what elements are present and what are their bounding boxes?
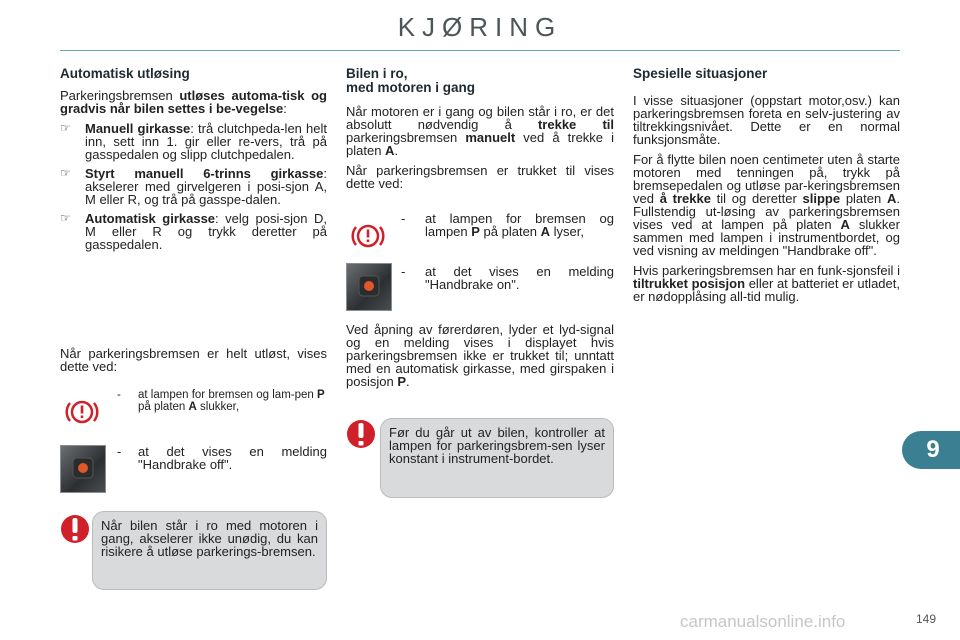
section-title-automatic-release: Automatisk utløsing	[60, 66, 190, 81]
intro-bold-text: utløses automa-tisk og gradvis når bilen settes i be-vegelse	[60, 88, 327, 116]
bullet-6-speed-gearbox	[60, 167, 327, 206]
p2-bold-2: slippe	[802, 191, 841, 206]
p1-bold-2: manuelt	[465, 130, 516, 145]
lamp-on-text	[425, 212, 614, 238]
warning-exclamation-icon	[346, 417, 376, 451]
p3-text-a: Hvis parkeringsbremsen har en funk-sjonsfeil i	[633, 263, 900, 278]
p2-bold-1: å trekke	[659, 191, 711, 206]
title-line-2: med motoren i gang	[346, 80, 476, 95]
letter-a: A	[886, 191, 897, 206]
paragraph-applied: Når parkeringsbremsen er trukket til vises dette ved:	[346, 163, 614, 191]
p2-text-e: slukker sammen med lampen i instrumentbordet, og ved visning av meldingen "Handbrake off".	[633, 217, 900, 258]
bullet-bold-label: Styrt manuell 6-trinns girkasse	[85, 166, 324, 181]
watermark: carmanualsonline.info	[680, 612, 846, 631]
bullet-manual-gearbox	[60, 122, 327, 161]
pointing-hand-icon: ☞	[60, 211, 71, 225]
p1-text-b: parkeringsbremsen	[346, 130, 466, 145]
letter-a: A	[385, 143, 395, 158]
lamp-text-a: at lampen for bremsen og lampen	[425, 211, 614, 239]
p3-bold: tiltrukket posisjon	[633, 276, 746, 291]
warning-exclamation-icon	[60, 512, 90, 546]
intro-text: Parkeringsbremsen	[60, 88, 180, 103]
title-line-1: Bilen i ro,	[346, 66, 408, 81]
p3-text-b: eller at batteriet er utladet, er nødopplåsing all-tid mulig.	[633, 276, 900, 304]
p3-text-a: Ved åpning av førerdøren, lyder et lyd-signal og en melding vises i displayet hvis parkeringsbremsen ikke er trukket til; unntatt med en automatisk girkasse, med girspaken i posisjon	[346, 322, 614, 389]
handbrake-switch-image	[346, 263, 392, 311]
p3-text-b: .	[405, 374, 410, 389]
bullet-bold-label: Automatisk girkasse	[85, 211, 216, 226]
p1-text-d: .	[394, 143, 399, 158]
handbrake-switch-image	[60, 445, 106, 493]
pointing-hand-icon: ☞	[60, 166, 71, 180]
bullet-text: : velg posi-sjon D, M eller R og trykk deretter på gasspedalen.	[85, 211, 327, 252]
lamp-off-text	[138, 389, 327, 413]
lamp-text-c: lyser,	[550, 224, 584, 239]
intro-colon: :	[283, 101, 287, 116]
lamp-off-item	[117, 389, 327, 413]
letter-a: A	[840, 217, 850, 232]
letter-p: P	[397, 374, 406, 389]
p2-text-c: platen	[840, 191, 887, 206]
lamp-text-c: slukker,	[196, 401, 240, 413]
paragraph-self-adjust: I visse situasjoner (oppstart motor,osv.) kan parkeringsbremsen foreta en selv-justering av tiltrekkingsnivået. Dette er en normal funksjonsmåte.	[633, 93, 900, 147]
letter-a: A	[188, 401, 197, 413]
bullet-text: : akselerer med girvelgeren i posi-sjon A, M eller R, og trå på gasspe-dalen.	[85, 166, 327, 207]
paragraph-malfunction	[633, 264, 900, 303]
lamp-text-a: at lampen for bremsen og lam-pen	[138, 389, 317, 401]
released-paragraph: Når parkeringsbremsen er helt utløst, vises dette ved:	[60, 346, 327, 374]
brake-warning-lamp-icon	[351, 221, 385, 251]
dash: -	[117, 444, 122, 459]
handbrake-symbol-icon	[61, 446, 105, 492]
note-box-col1: Når bilen står i ro med motoren i gang, akselerer ikke unødig, du kan risikere å utløse parkerings-bremsen.	[92, 511, 327, 590]
header-rule	[60, 50, 900, 51]
chapter-tab: 9	[902, 431, 960, 469]
handbrake-symbol-icon	[347, 264, 391, 310]
intro-paragraph	[60, 89, 327, 115]
dash: -	[401, 264, 406, 279]
handbrake-off-text: at det vises en melding "Handbrake off".	[138, 444, 327, 472]
lamp-on-item	[401, 212, 614, 238]
page-number: 149	[916, 612, 937, 626]
page-title: KJØRING	[397, 12, 563, 42]
lamp-text-b: på platen	[479, 224, 541, 239]
bullet-text: : trå clutchpeda-len helt inn, sett inn 1. gir eller re-vers, trå på gasspedalen og slipp clutchpedalen.	[85, 121, 327, 162]
column-special-situations	[633, 64, 900, 310]
paragraph-move-vehicle	[633, 153, 900, 257]
letter-a: A	[540, 224, 551, 239]
letter-p: P	[471, 224, 480, 239]
p1-text-c: ved å trekke i platen	[346, 130, 614, 158]
handbrake-off-item	[117, 445, 327, 471]
bullet-bold-label: Manuell girkasse	[85, 121, 191, 136]
section-title-stationary	[346, 67, 614, 95]
brake-warning-lamp-icon	[65, 397, 99, 427]
paragraph-engine-running	[346, 105, 614, 157]
column-automatic-release	[60, 64, 327, 257]
section-title-special: Spesielle situasjoner	[633, 66, 768, 81]
p2-text-a: For å flytte bilen noen centimeter uten å starte motoren med tenningen på, trykk på bremsepedalen og utløse par-keringsbremsen ved	[633, 152, 900, 206]
handbrake-on-text: at det vises en melding "Handbrake on".	[425, 264, 614, 292]
letter-p: P	[316, 389, 325, 401]
p2-text-d: . Fullstendig ut-løsing av parkeringsbremsen vises ved at lampen på platen	[633, 191, 900, 232]
bullet-automatic-gearbox	[60, 212, 327, 251]
column-stationary-engine-running	[346, 64, 614, 197]
dash: -	[401, 211, 406, 226]
p1-text-a: Når motoren er i gang og bilen står i ro, er det absolutt nødvendig å	[346, 104, 614, 132]
p1-bold-1: trekke til	[537, 117, 614, 132]
paragraph-door-open	[346, 323, 614, 388]
lamp-text-b: på platen	[138, 401, 189, 413]
note-box-col2: Før du går ut av bilen, kontroller at lampen for parkeringsbrem-sen lyser konstant i instrument-bordet.	[380, 418, 614, 498]
pointing-hand-icon: ☞	[60, 121, 71, 135]
dash: -	[117, 389, 121, 401]
p2-text-b: til og deretter	[710, 191, 803, 206]
handbrake-on-item	[401, 265, 614, 291]
